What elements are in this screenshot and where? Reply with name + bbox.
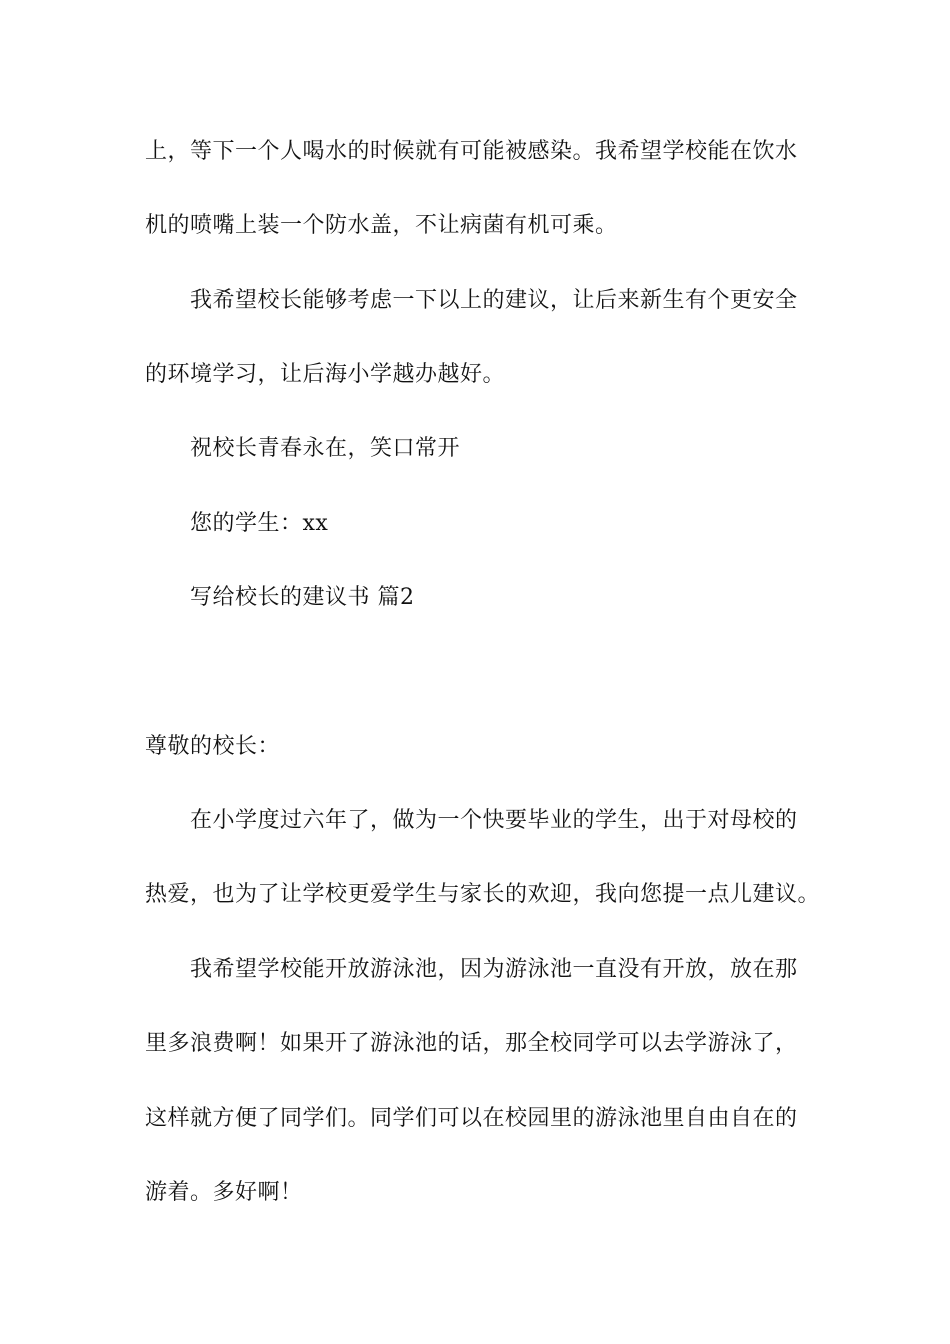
closing-wish: 祝校长青春永在，笑口常开 — [190, 436, 461, 461]
paragraph-line: 我希望学校能开放游泳池，因为游泳池一直没有开放，放在那 — [190, 957, 798, 982]
paragraph-line: 我希望校长能够考虑一下以上的建议，让后来新生有个更安全 — [190, 288, 798, 313]
paragraph-line: 上，等下一个人喝水的时候就有可能被感染。我希望学校能在饮水 — [145, 139, 798, 164]
paragraph-line: 在小学度过六年了，做为一个快要毕业的学生，出于对母校的 — [190, 808, 798, 833]
paragraph-line: 的环境学习，让后海小学越办越好。 — [145, 362, 506, 387]
salutation: 尊敬的校长： — [145, 734, 281, 759]
paragraph-line: 机的喷嘴上装一个防水盖，不让病菌有机可乘。 — [145, 213, 618, 238]
paragraph-line: 里多浪费啊！如果开了游泳池的话，那全校同学可以去学游泳了， — [145, 1031, 798, 1056]
signature-line: 您的学生：xx — [190, 511, 329, 536]
paragraph-line: 这样就方便了同学们。同学们可以在校园里的游泳池里自由自在的 — [145, 1106, 798, 1131]
paragraph-line: 热爱，也为了让学校更爱学生与家长的欢迎，我向您提一点儿建议。 — [145, 882, 821, 907]
section-title: 写给校长的建议书 篇2 — [190, 585, 415, 610]
paragraph-line: 游着。多好啊！ — [145, 1180, 303, 1205]
